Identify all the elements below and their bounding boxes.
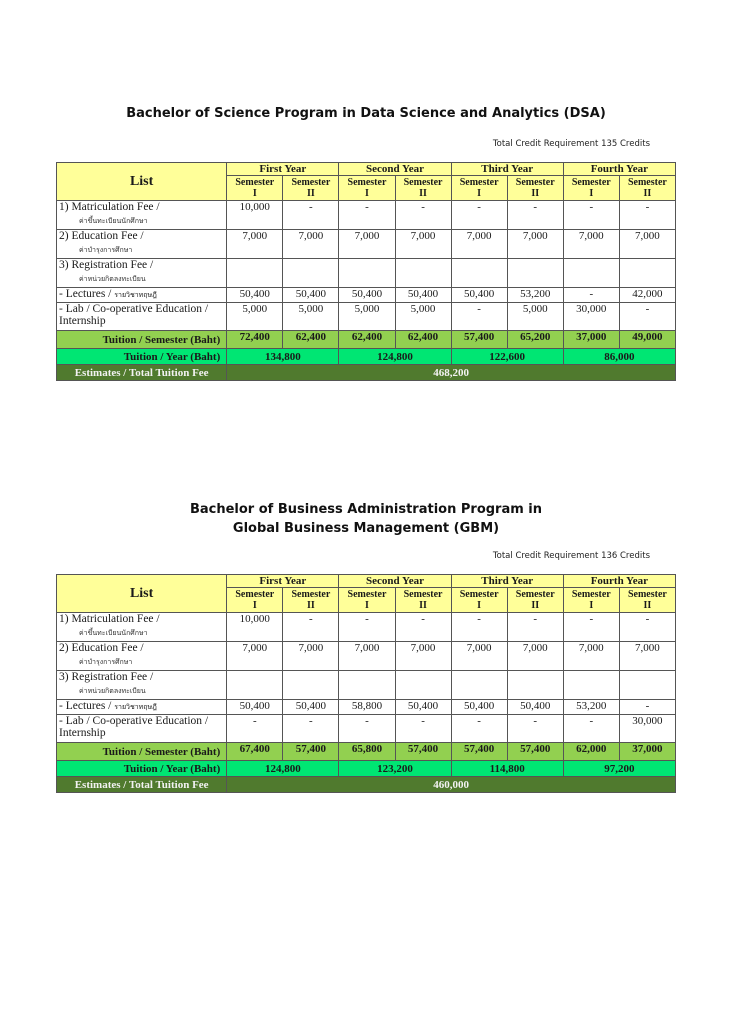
fee-cell: -: [451, 613, 507, 642]
semester-header: [563, 176, 619, 201]
row-label: [57, 671, 227, 700]
fee-cell: -: [227, 715, 283, 743]
label-th: ค่าขึ้นทะเบียนนักศึกษา: [79, 629, 148, 637]
matriculation-fee-row: [57, 201, 676, 230]
education-fee-row: [57, 642, 676, 671]
year-total-cell: 114,800: [451, 761, 563, 777]
label-en: 2) Education Fee /: [59, 230, 144, 242]
year-header-row: [57, 575, 676, 588]
semester-numeral: II: [306, 188, 315, 199]
fee-cell: 10,000: [227, 613, 283, 642]
fee-cell: [227, 259, 283, 288]
year-header: First Year: [227, 575, 339, 588]
semester-word: Semester: [235, 177, 275, 188]
semester-numeral: II: [419, 600, 427, 611]
fee-cell: [283, 671, 339, 700]
semester-total-row: [57, 743, 676, 761]
grand-total-row: [57, 777, 676, 793]
year-header: Fourth Year: [563, 163, 675, 176]
lab-row: [57, 715, 676, 743]
fee-cell: -: [451, 201, 507, 230]
education-fee-row: [57, 230, 676, 259]
fee-cell: [619, 671, 675, 700]
semester-numeral: II: [306, 600, 315, 611]
semester-word: Semester: [347, 177, 387, 188]
semester-word: Semester: [515, 177, 555, 188]
fee-cell: 57,400: [283, 743, 339, 761]
fee-cell: 57,400: [395, 743, 451, 761]
year-header: Third Year: [451, 163, 563, 176]
semester-header: [619, 176, 675, 201]
year-total-cell: 122,600: [451, 349, 563, 365]
fee-cell: 50,400: [339, 288, 395, 303]
fee-cell: 53,200: [507, 288, 563, 303]
fee-cell: 7,000: [283, 642, 339, 671]
fee-cell: [563, 671, 619, 700]
list-header: List: [57, 163, 227, 201]
fee-cell: [507, 259, 563, 288]
label-en: - Lectures /: [59, 700, 115, 712]
fee-cell: [339, 671, 395, 700]
semester-header: [563, 588, 619, 613]
row-label: [57, 259, 227, 288]
fee-cell: 5,000: [227, 303, 283, 331]
fee-cell: [451, 259, 507, 288]
fee-cell: -: [395, 201, 451, 230]
grand-total-row: [57, 365, 676, 381]
row-label: Tuition / Year (Baht): [57, 349, 227, 365]
year-total-cell: 124,800: [227, 761, 339, 777]
fee-cell: [283, 259, 339, 288]
semester-word: Semester: [571, 177, 611, 188]
fee-cell: 7,000: [451, 642, 507, 671]
fee-cell: -: [507, 715, 563, 743]
credit-requirement: Total Credit Requirement 135 Credits: [492, 139, 650, 149]
row-label: Estimates / Total Tuition Fee: [57, 365, 227, 381]
semester-numeral: I: [477, 600, 482, 611]
fee-cell: 72,400: [227, 331, 283, 349]
semester-numeral: I: [589, 188, 594, 199]
fee-cell: 53,200: [563, 700, 619, 715]
fee-cell: 50,400: [451, 288, 507, 303]
fee-cell: 50,400: [283, 288, 339, 303]
semester-header: [283, 176, 339, 201]
credit-requirement: Total Credit Requirement 136 Credits: [492, 551, 650, 561]
fee-cell: -: [619, 700, 675, 715]
registration-fee-row: [57, 671, 676, 700]
list-header: List: [57, 575, 227, 613]
fee-cell: 62,400: [283, 331, 339, 349]
fee-cell: 5,000: [395, 303, 451, 331]
fee-cell: [395, 671, 451, 700]
label-th: ค่าขึ้นทะเบียนนักศึกษา: [79, 217, 148, 225]
fee-cell: -: [339, 201, 395, 230]
fee-cell: -: [451, 715, 507, 743]
semester-word: Semester: [459, 177, 499, 188]
fee-cell: 57,400: [451, 743, 507, 761]
label-en: 1) Matriculation Fee /: [59, 613, 160, 625]
fee-cell: 50,400: [227, 288, 283, 303]
label-en: - Lab / Co-operative Education / Internship: [59, 715, 209, 739]
fee-cell: -: [451, 303, 507, 331]
registration-fee-row: [57, 259, 676, 288]
program-title-line1: Bachelor of Business Administration Program in: [189, 502, 543, 517]
fee-cell: 50,400: [451, 700, 507, 715]
fee-cell: -: [283, 715, 339, 743]
fee-cell: 50,400: [507, 700, 563, 715]
year-header: Fourth Year: [563, 575, 675, 588]
fee-cell: 7,000: [563, 642, 619, 671]
fee-cell: -: [507, 613, 563, 642]
grand-total-value: 460,000: [227, 777, 676, 793]
semester-word: Semester: [235, 589, 275, 600]
fee-cell: 50,400: [395, 700, 451, 715]
semester-header: [451, 588, 507, 613]
program-title-line1: Bachelor of Science Program in Data Science and Analytics (DSA): [126, 106, 606, 121]
semester-word: Semester: [627, 177, 667, 188]
fee-cell: 30,000: [563, 303, 619, 331]
fee-cell: [507, 671, 563, 700]
fee-cell: [451, 671, 507, 700]
semester-total-row: [57, 331, 676, 349]
label-en: 3) Registration Fee /: [59, 671, 154, 683]
fee-cell: 37,000: [619, 743, 675, 761]
label-th: ค่าหน่วยกิตลงทะเบียน: [79, 687, 146, 695]
label-th: ค่าหน่วยกิตลงทะเบียน: [79, 275, 146, 283]
semester-numeral: I: [365, 600, 369, 611]
fee-cell: 30,000: [619, 715, 675, 743]
fee-cell: 7,000: [619, 230, 675, 259]
fee-cell: [339, 259, 395, 288]
fee-cell: 62,400: [339, 331, 395, 349]
semester-word: Semester: [515, 589, 555, 600]
row-label: Tuition / Year (Baht): [57, 761, 227, 777]
fee-cell: [395, 259, 451, 288]
year-header: Second Year: [339, 575, 451, 588]
fee-cell: 57,400: [507, 743, 563, 761]
program-title: [56, 104, 676, 123]
fee-cell: 37,000: [563, 331, 619, 349]
label-en: - Lab / Co-operative Education / Internship: [59, 303, 209, 327]
semester-word: Semester: [403, 589, 443, 600]
row-label: [57, 715, 227, 743]
fee-cell: 58,800: [339, 700, 395, 715]
label-en: - Lectures /: [59, 288, 115, 300]
fee-cell: 57,400: [451, 331, 507, 349]
fee-cell: -: [619, 613, 675, 642]
fee-cell: -: [563, 715, 619, 743]
semester-numeral: I: [365, 188, 369, 199]
fee-cell: 7,000: [395, 230, 451, 259]
semester-header: [339, 588, 395, 613]
row-label: Tuition / Semester (Baht): [57, 743, 227, 761]
fee-cell: 7,000: [507, 642, 563, 671]
label-en: 2) Education Fee /: [59, 642, 144, 654]
program-section: [56, 104, 676, 381]
semester-word: Semester: [459, 589, 499, 600]
fee-cell: 50,400: [283, 700, 339, 715]
lab-row: [57, 303, 676, 331]
fee-cell: 5,000: [339, 303, 395, 331]
fee-cell: 7,000: [227, 642, 283, 671]
fee-cell: [563, 259, 619, 288]
semester-header: [619, 588, 675, 613]
fee-cell: -: [563, 613, 619, 642]
year-header: First Year: [227, 163, 339, 176]
semester-word: Semester: [291, 589, 331, 600]
semester-header: [395, 588, 451, 613]
fee-cell: -: [563, 201, 619, 230]
fee-cell: 7,000: [619, 642, 675, 671]
row-label: [57, 288, 227, 303]
fee-cell: 50,400: [227, 700, 283, 715]
fee-cell: -: [507, 201, 563, 230]
semester-numeral: I: [252, 600, 257, 611]
semester-numeral: II: [531, 188, 540, 199]
semester-numeral: II: [643, 188, 652, 199]
row-label: [57, 201, 227, 230]
semester-numeral: II: [419, 188, 427, 199]
fee-cell: -: [339, 613, 395, 642]
row-label: Estimates / Total Tuition Fee: [57, 777, 227, 793]
row-label: [57, 303, 227, 331]
program-title-line2: Global Business Management (GBM): [232, 521, 500, 536]
semester-numeral: I: [252, 188, 257, 199]
fee-cell: 62,000: [563, 743, 619, 761]
year-total-cell: 97,200: [563, 761, 675, 777]
fee-cell: 7,000: [395, 642, 451, 671]
fee-cell: -: [563, 288, 619, 303]
fee-cell: -: [619, 303, 675, 331]
row-label: [57, 642, 227, 671]
fee-cell: 67,400: [227, 743, 283, 761]
semester-header: [227, 176, 283, 201]
fee-cell: 7,000: [451, 230, 507, 259]
grand-total-value: 468,200: [227, 365, 676, 381]
year-header: Second Year: [339, 163, 451, 176]
semester-header: [507, 588, 563, 613]
fee-cell: 49,000: [619, 331, 675, 349]
fee-cell: 7,000: [339, 230, 395, 259]
fee-cell: 65,800: [339, 743, 395, 761]
year-header-row: [57, 163, 676, 176]
fee-cell: 7,000: [507, 230, 563, 259]
tuition-fee-table: [56, 162, 676, 381]
year-total-cell: 86,000: [563, 349, 675, 365]
semester-word: Semester: [403, 177, 443, 188]
fee-cell: 7,000: [339, 642, 395, 671]
fee-cell: 7,000: [563, 230, 619, 259]
program-title: [56, 500, 676, 538]
semester-header: [339, 176, 395, 201]
fee-cell: 42,000: [619, 288, 675, 303]
year-total-row: [57, 761, 676, 777]
fee-cell: 65,200: [507, 331, 563, 349]
year-total-cell: 134,800: [227, 349, 339, 365]
row-label: [57, 230, 227, 259]
label-en: 3) Registration Fee /: [59, 259, 154, 271]
row-label: [57, 700, 227, 715]
fee-cell: [227, 671, 283, 700]
semester-numeral: II: [531, 600, 540, 611]
row-label: Tuition / Semester (Baht): [57, 331, 227, 349]
matriculation-fee-row: [57, 613, 676, 642]
semester-header: [507, 176, 563, 201]
fee-cell: 50,400: [395, 288, 451, 303]
fee-cell: 62,400: [395, 331, 451, 349]
fee-cell: 5,000: [283, 303, 339, 331]
row-label: [57, 613, 227, 642]
semester-numeral: II: [643, 600, 652, 611]
fee-cell: -: [395, 613, 451, 642]
fee-cell: -: [339, 715, 395, 743]
semester-word: Semester: [347, 589, 387, 600]
fee-cell: [619, 259, 675, 288]
lectures-row: [57, 288, 676, 303]
semester-header: [395, 176, 451, 201]
fee-cell: -: [395, 715, 451, 743]
semester-numeral: I: [477, 188, 482, 199]
program-section: [56, 500, 676, 793]
fee-cell: -: [283, 201, 339, 230]
semester-word: Semester: [291, 177, 331, 188]
label-th: ค่าบำรุงการศึกษา: [79, 246, 133, 254]
fee-cell: 10,000: [227, 201, 283, 230]
tuition-fee-table: [56, 574, 676, 793]
year-header: Third Year: [451, 575, 563, 588]
fee-cell: -: [619, 201, 675, 230]
label-en: 1) Matriculation Fee /: [59, 201, 160, 213]
fee-cell: 7,000: [283, 230, 339, 259]
lectures-row: [57, 700, 676, 715]
semester-header: [451, 176, 507, 201]
year-total-row: [57, 349, 676, 365]
label-th: ค่าบำรุงการศึกษา: [79, 658, 133, 666]
semester-header: [227, 588, 283, 613]
label-th: รายวิชาทฤษฎี: [114, 291, 157, 299]
fee-cell: -: [283, 613, 339, 642]
semester-word: Semester: [627, 589, 667, 600]
year-total-cell: 123,200: [339, 761, 451, 777]
semester-numeral: I: [589, 600, 594, 611]
fee-cell: 7,000: [227, 230, 283, 259]
fee-cell: 5,000: [507, 303, 563, 331]
semester-header: [283, 588, 339, 613]
semester-word: Semester: [571, 589, 611, 600]
label-th: รายวิชาทฤษฎี: [114, 703, 157, 711]
year-total-cell: 124,800: [339, 349, 451, 365]
